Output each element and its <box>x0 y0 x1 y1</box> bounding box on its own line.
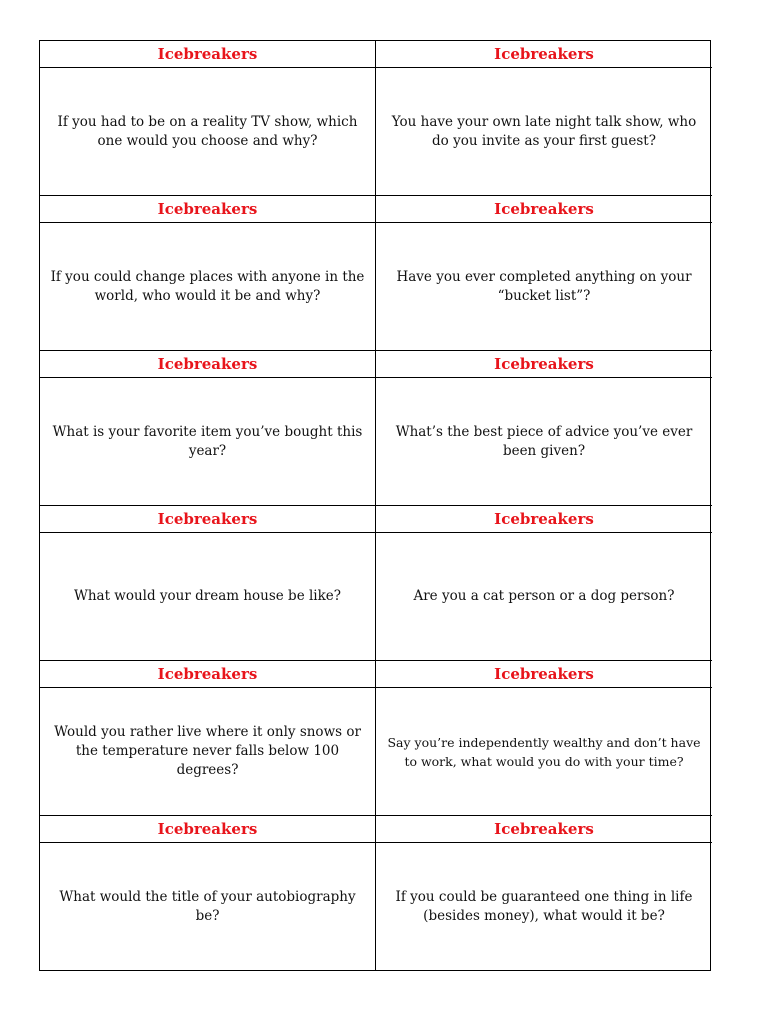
card-question: If you could be guaranteed one thing in life (besides money), what would it be? <box>395 889 693 924</box>
icebreaker-card-12 <box>376 816 712 971</box>
card-title: Icebreakers <box>40 41 375 68</box>
card-title: Icebreakers <box>40 661 375 688</box>
card-question: Have you ever completed anything on your “bucket list”? <box>396 268 692 304</box>
icebreaker-card-10 <box>376 661 712 816</box>
card-title: Icebreakers <box>40 351 375 378</box>
icebreaker-card-6 <box>376 351 712 506</box>
card-title: Icebreakers <box>376 41 712 68</box>
icebreaker-card-5 <box>40 351 376 506</box>
card-question: Are you a cat person or a dog person? <box>413 588 675 604</box>
card-title: Icebreakers <box>40 196 375 223</box>
card-question: Would you rather live where it only snows or the temperature never falls below 100 degrees? <box>54 724 361 778</box>
icebreaker-card-4 <box>376 196 712 351</box>
card-question: What’s the best piece of advice you’ve ever been given? <box>395 423 693 459</box>
card-title: Icebreakers <box>376 196 712 223</box>
icebreaker-card-9 <box>40 661 376 816</box>
card-question: What would the title of your autobiography be? <box>59 889 356 924</box>
card-title: Icebreakers <box>376 506 712 533</box>
icebreaker-card-2 <box>376 41 712 196</box>
icebreaker-card-11 <box>40 816 376 971</box>
card-question: Say you’re independently wealthy and don’t have to work, what would you do with your time? <box>387 734 701 769</box>
card-question: You have your own late night talk show, who do you invite as your first guest? <box>391 113 697 149</box>
card-question: If you had to be on a reality TV show, which one would you choose and why? <box>57 113 358 149</box>
card-title: Icebreakers <box>376 351 712 378</box>
card-question: What would your dream house be like? <box>73 588 342 604</box>
card-title: Icebreakers <box>376 816 712 843</box>
icebreaker-card-8 <box>376 506 712 661</box>
icebreaker-card-7 <box>40 506 376 661</box>
icebreaker-card-sheet <box>39 40 711 971</box>
card-title: Icebreakers <box>40 816 375 843</box>
icebreaker-card-1 <box>40 41 376 196</box>
icebreaker-card-3 <box>40 196 376 351</box>
card-title: Icebreakers <box>40 506 375 533</box>
card-title: Icebreakers <box>376 661 712 688</box>
card-question: If you could change places with anyone in the world, who would it be and why? <box>50 268 365 304</box>
card-question: What is your favorite item you’ve bought this year? <box>52 423 363 459</box>
